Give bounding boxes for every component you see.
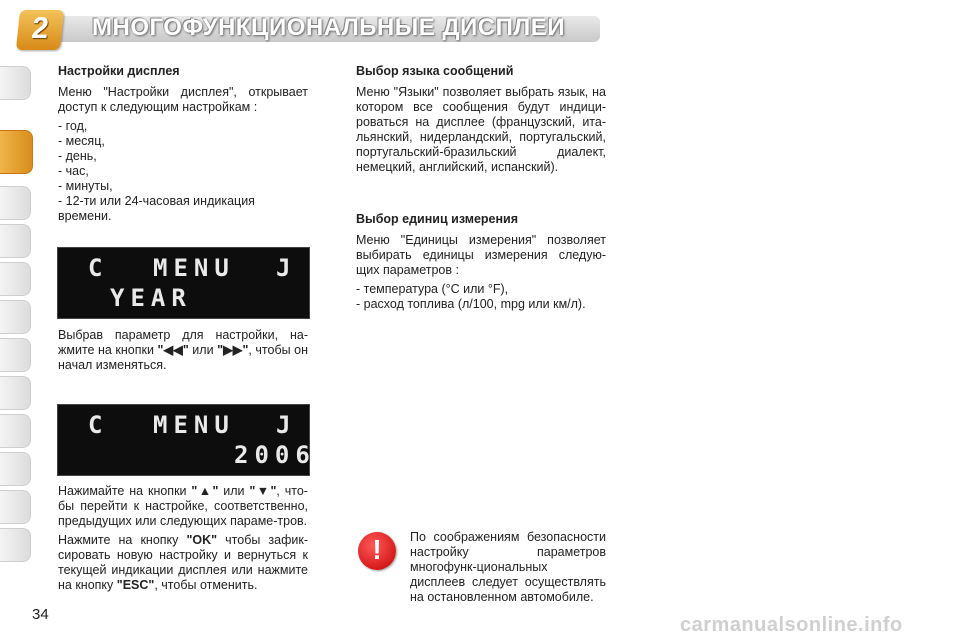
lcd-text: C [88, 411, 109, 439]
lcd-text: J [276, 254, 297, 282]
chapter-number: 2 [30, 12, 51, 45]
paragraph: , чтобы он начал изменяться. [58, 343, 308, 372]
chapter-tab[interactable] [0, 262, 31, 296]
prev-key-label: "◀◀" [157, 343, 189, 357]
chapter-tabs [0, 58, 30, 578]
settings-list [58, 119, 308, 224]
chapter-tab[interactable] [0, 490, 31, 524]
chapter-tab[interactable] [0, 300, 31, 334]
chapter-tab[interactable] [0, 414, 31, 448]
up-key-label: "▲" [191, 484, 219, 498]
section-title: Настройки дисплея [58, 64, 180, 78]
list-item: - минуты, [58, 179, 113, 193]
language-section [356, 64, 606, 179]
exclamation-icon: ! [372, 534, 382, 565]
chapter-tab[interactable] [0, 528, 31, 562]
section-title: Выбор языка сообщений [356, 64, 514, 78]
paragraph: Выбрав параметр для настройки, на-жмите на кнопки [58, 328, 308, 357]
chapter-tab-active[interactable] [0, 130, 33, 174]
watermark: carmanualsonline.info [680, 614, 903, 636]
safety-warning-text: По соображениям безопасности настройку параметров многофунк-циональных дисплеев следует осуществлять на остановленном автомобиле. [410, 530, 606, 604]
list-item: - год, [58, 119, 88, 133]
section-title: Выбор единиц измерения [356, 212, 519, 226]
paragraph: , чтобы отменить. [154, 578, 258, 592]
ok-key-label: "OK" [186, 533, 218, 547]
lcd-text: MENU [153, 254, 235, 282]
chapter-tab[interactable] [0, 376, 31, 410]
paragraph: Меню "Языки" позволяет выбрать язык, на котором все сообщения будут индици-роваться на дисплее (французский, ита-льянский, нидерландский, португальский, португальский-бразильский диалект, немецкий, английский, испанский). [356, 85, 606, 174]
paragraph: Нажмите на кнопку [58, 533, 187, 547]
chapter-tab[interactable] [0, 452, 31, 486]
list-item: - расход топлива (л/100, mpg или км/л). [356, 297, 586, 311]
lcd-display-year [57, 247, 310, 319]
paragraph: или [218, 484, 250, 498]
lcd-text: J [276, 411, 297, 439]
units-list [356, 282, 606, 312]
chapter-tab[interactable] [0, 224, 31, 258]
list-item: - час, [58, 164, 89, 178]
lcd-text: YEAR [110, 284, 192, 312]
paragraph: или [188, 343, 218, 357]
navigation-text [58, 484, 308, 597]
lcd-text: MENU [153, 411, 235, 439]
page-title: МНОГОФУНКЦИОНАЛЬНЫЕ ДИСПЛЕИ [92, 14, 565, 41]
chapter-badge [16, 10, 64, 50]
chapter-tab[interactable] [0, 186, 31, 220]
down-key-label: "▼" [249, 484, 277, 498]
list-item: - 12-ти или 24-часовая индикация времени. [58, 194, 255, 223]
esc-key-label: "ESC" [116, 578, 155, 592]
display-settings-section [58, 64, 308, 224]
paragraph: чтобы зафик-сировать новую настройку и вернуться к текущей индикации дисплея или нажмите на кнопку [58, 533, 308, 592]
lcd-text: C [88, 254, 109, 282]
page-header [0, 0, 960, 54]
select-parameter-text [58, 328, 308, 377]
next-key-label: "▶▶" [217, 343, 249, 357]
list-item: - температура (°C или °F), [356, 282, 509, 296]
page-number: 34 [32, 606, 49, 623]
warning-icon [358, 532, 396, 570]
units-section [356, 212, 606, 312]
paragraph: Нажимайте на кнопки [58, 484, 192, 498]
list-item: - день, [58, 149, 97, 163]
chapter-tab[interactable] [0, 338, 31, 372]
lcd-display-2006 [57, 404, 316, 476]
paragraph: , что-бы перейти к настройке, соответственно, предыдущих или следующих параме-тров. [58, 484, 308, 528]
list-item: - месяц, [58, 134, 105, 148]
paragraph: Меню "Единицы измерения" позволяет выбирать единицы измерения следую-щих параметров : [356, 233, 606, 277]
lcd-text: 2006 [234, 441, 316, 469]
paragraph: Меню "Настройки дисплея", открывает доступ к следующим настройкам : [58, 85, 308, 114]
chapter-tab[interactable] [0, 66, 31, 100]
